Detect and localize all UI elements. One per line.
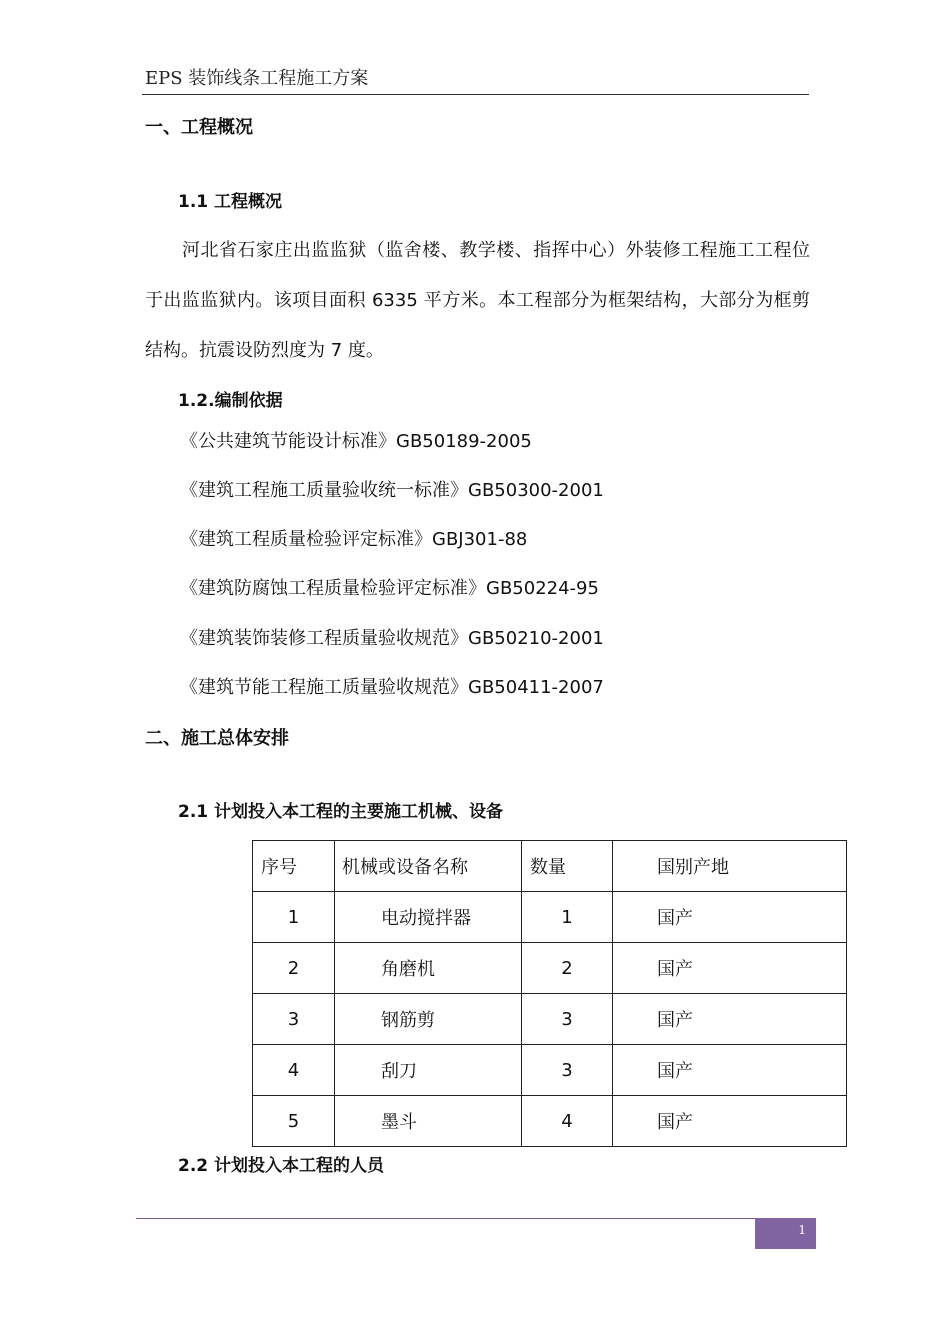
- cell-name: 角磨机: [335, 943, 522, 994]
- reference-item: 《建筑节能工程施工质量验收规范》GB50411-2007: [180, 677, 604, 698]
- cell-origin: 国产: [613, 943, 847, 994]
- header-cell-quantity: 数量: [522, 841, 613, 892]
- cell-origin: 国产: [613, 1045, 847, 1096]
- table-row: [253, 1045, 847, 1096]
- reference-item: 《建筑防腐蚀工程质量检验评定标准》GB50224-95: [180, 578, 599, 599]
- cell-quantity: 3: [522, 1045, 613, 1096]
- reference-item: 《建筑装饰装修工程质量验收规范》GB50210-2001: [180, 628, 604, 649]
- section-2-heading: 二、施工总体安排: [145, 728, 289, 749]
- cell-index: 1: [253, 892, 335, 943]
- cell-quantity: 2: [522, 943, 613, 994]
- cell-index: 2: [253, 943, 335, 994]
- section-1-heading: 一、工程概况: [145, 117, 253, 138]
- section-2-1-heading: 2.1 计划投入本工程的主要施工机械、设备: [178, 802, 504, 822]
- cell-index: 5: [253, 1096, 335, 1147]
- header-cell-index: 序号: [253, 841, 335, 892]
- equipment-table: [252, 840, 847, 1147]
- cell-quantity: 4: [522, 1096, 613, 1147]
- section-1-2-heading: 1.2.编制依据: [178, 391, 283, 411]
- cell-index: 4: [253, 1045, 335, 1096]
- table-row: [253, 994, 847, 1045]
- reference-item: 《公共建筑节能设计标准》GB50189-2005: [180, 431, 532, 452]
- cell-name: 墨斗: [335, 1096, 522, 1147]
- cell-index: 3: [253, 994, 335, 1045]
- table-header-row: [253, 841, 847, 892]
- cell-origin: 国产: [613, 892, 847, 943]
- project-overview-paragraph: 河北省石家庄出监监狱（监舍楼、教学楼、指挥中心）外装修工程施工工程位于出监监狱内。该项目面积 6335 平方米。本工程部分为框架结构，大部分为框剪结构。抗震设防烈度为 7 度。: [145, 240, 810, 361]
- cell-origin: 国产: [613, 994, 847, 1045]
- cell-name: 电动搅拌器: [335, 892, 522, 943]
- footer-divider: [136, 1218, 756, 1219]
- cell-name: 刮刀: [335, 1045, 522, 1096]
- header-cell-origin: 国别产地: [613, 841, 847, 892]
- section-2-2-heading: 2.2 计划投入本工程的人员: [178, 1156, 385, 1176]
- table-row: [253, 1096, 847, 1147]
- section-1-1-heading: 1.1 工程概况: [178, 192, 283, 212]
- document-header-title: EPS 装饰线条工程施工方案: [145, 68, 369, 89]
- cell-origin: 国产: [613, 1096, 847, 1147]
- header-cell-name: 机械或设备名称: [335, 841, 522, 892]
- cell-quantity: 3: [522, 994, 613, 1045]
- table-row: [253, 943, 847, 994]
- table-row: [253, 892, 847, 943]
- cell-name: 钢筋剪: [335, 994, 522, 1045]
- reference-item: 《建筑工程施工质量验收统一标准》GB50300-2001: [180, 480, 604, 501]
- header-divider: [142, 94, 809, 95]
- cell-quantity: 1: [522, 892, 613, 943]
- reference-item: 《建筑工程质量检验评定标准》GBJ301-88: [180, 529, 528, 550]
- page-number-badge: 1: [755, 1218, 816, 1249]
